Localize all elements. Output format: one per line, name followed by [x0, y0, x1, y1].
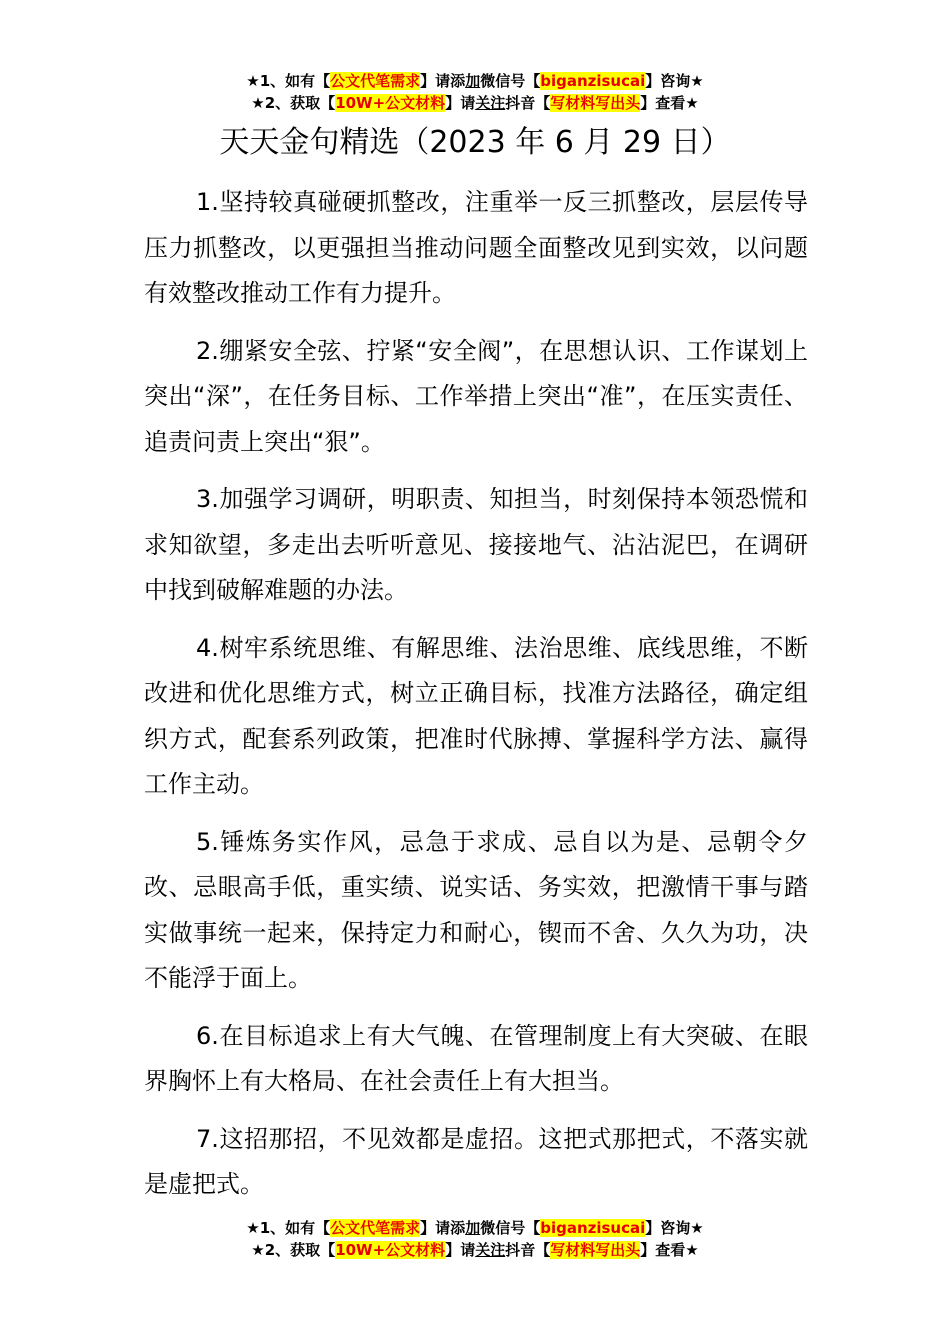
banner-line-2 — [0, 92, 950, 114]
banner-highlight-wechat-id: biganzisucai — [540, 1219, 646, 1237]
banner-text: 】查看★ — [640, 1241, 699, 1259]
document-title: 天天金句精选（2023 年 6 月 29 日） — [219, 125, 731, 160]
banner-highlight-service: 公文代笔需求 — [330, 1219, 421, 1237]
banner-emphasis: 关注 — [475, 94, 506, 112]
paragraph: 5.锤炼务实作风，忌急于求成、忌自以为是、忌朝令夕改、忌眼高手低，重实绩、说实话、务实效，把激情干事与踏实做事统一起来，保持定力和耐心，锲而不舍、久久为功，决不能浮于面上。 — [144, 827, 808, 992]
banner-text: 】请添 — [420, 72, 466, 90]
paragraph: 6.在目标追求上有大气魄、在管理制度上有大突破、在眼界胸怀上有大格局、在社会责任上有大担当。 — [144, 1021, 808, 1095]
banner-highlight-douyin: 写材料写出头 — [550, 1241, 641, 1259]
banner-text: 抖音【 — [505, 1241, 551, 1259]
banner-highlight-wechat-id: biganzisucai — [540, 72, 646, 90]
banner-line-1 — [0, 70, 950, 92]
paragraph: 2.绷紧安全弦、拧紧“安全阀”，在思想认识、工作谋划上突出“深”，在任务目标、工作举措上突出“准”，在压实责任、追责问责上突出“狠”。 — [144, 336, 808, 456]
banner-text: 】请 — [445, 94, 476, 112]
banner-text: 微信号【 — [480, 72, 541, 90]
banner-emphasis: 加 — [465, 1219, 481, 1237]
document-body — [144, 180, 808, 1220]
banner-text: ★2、获取【 — [251, 1241, 336, 1259]
banner-text: 】请 — [445, 1241, 476, 1259]
banner-text: ★2、获取【 — [251, 94, 336, 112]
paragraph: 1.坚持较真碰硬抓整改，注重举一反三抓整改，层层传导压力抓整改，以更强担当推动问题全面整改见到实效，以问题有效整改推动工作有力提升。 — [144, 188, 808, 307]
banner-highlight-materials: 10W+公文材料 — [335, 1241, 446, 1259]
header-banner — [0, 70, 950, 114]
banner-text: 抖音【 — [505, 94, 551, 112]
banner-emphasis: 加 — [465, 72, 481, 90]
banner-text: 】查看★ — [640, 94, 699, 112]
banner-highlight-service: 公文代笔需求 — [330, 72, 421, 90]
paragraph: 4.树牢系统思维、有解思维、法治思维、底线思维，不断改进和优化思维方式，树立正确目标，找准方法路径，确定组织方式，配套系列政策，把准时代脉搏、掌握科学方法、赢得工作主动。 — [144, 633, 808, 798]
banner-text: 】咨询★ — [645, 72, 704, 90]
banner-line-2 — [0, 1239, 950, 1261]
banner-emphasis: 关注 — [475, 1241, 506, 1259]
banner-text: ★1、如有【 — [246, 72, 331, 90]
banner-line-1 — [0, 1217, 950, 1239]
banner-highlight-douyin: 写材料写出头 — [550, 94, 641, 112]
banner-text: 】请添 — [420, 1219, 466, 1237]
banner-highlight-materials: 10W+公文材料 — [335, 94, 446, 112]
banner-text: ★1、如有【 — [246, 1219, 331, 1237]
banner-text: 】咨询★ — [645, 1219, 704, 1237]
footer-banner — [0, 1217, 950, 1261]
paragraph: 3.加强学习调研，明职责、知担当，时刻保持本领恐慌和求知欲望，多走出去听听意见、接接地气、沾沾泥巴，在调研中找到破解难题的办法。 — [144, 485, 808, 604]
banner-text: 微信号【 — [480, 1219, 541, 1237]
paragraph: 7.这招那招，不见效都是虚招。这把式那把式，不落实就是虚把式。 — [144, 1124, 808, 1198]
